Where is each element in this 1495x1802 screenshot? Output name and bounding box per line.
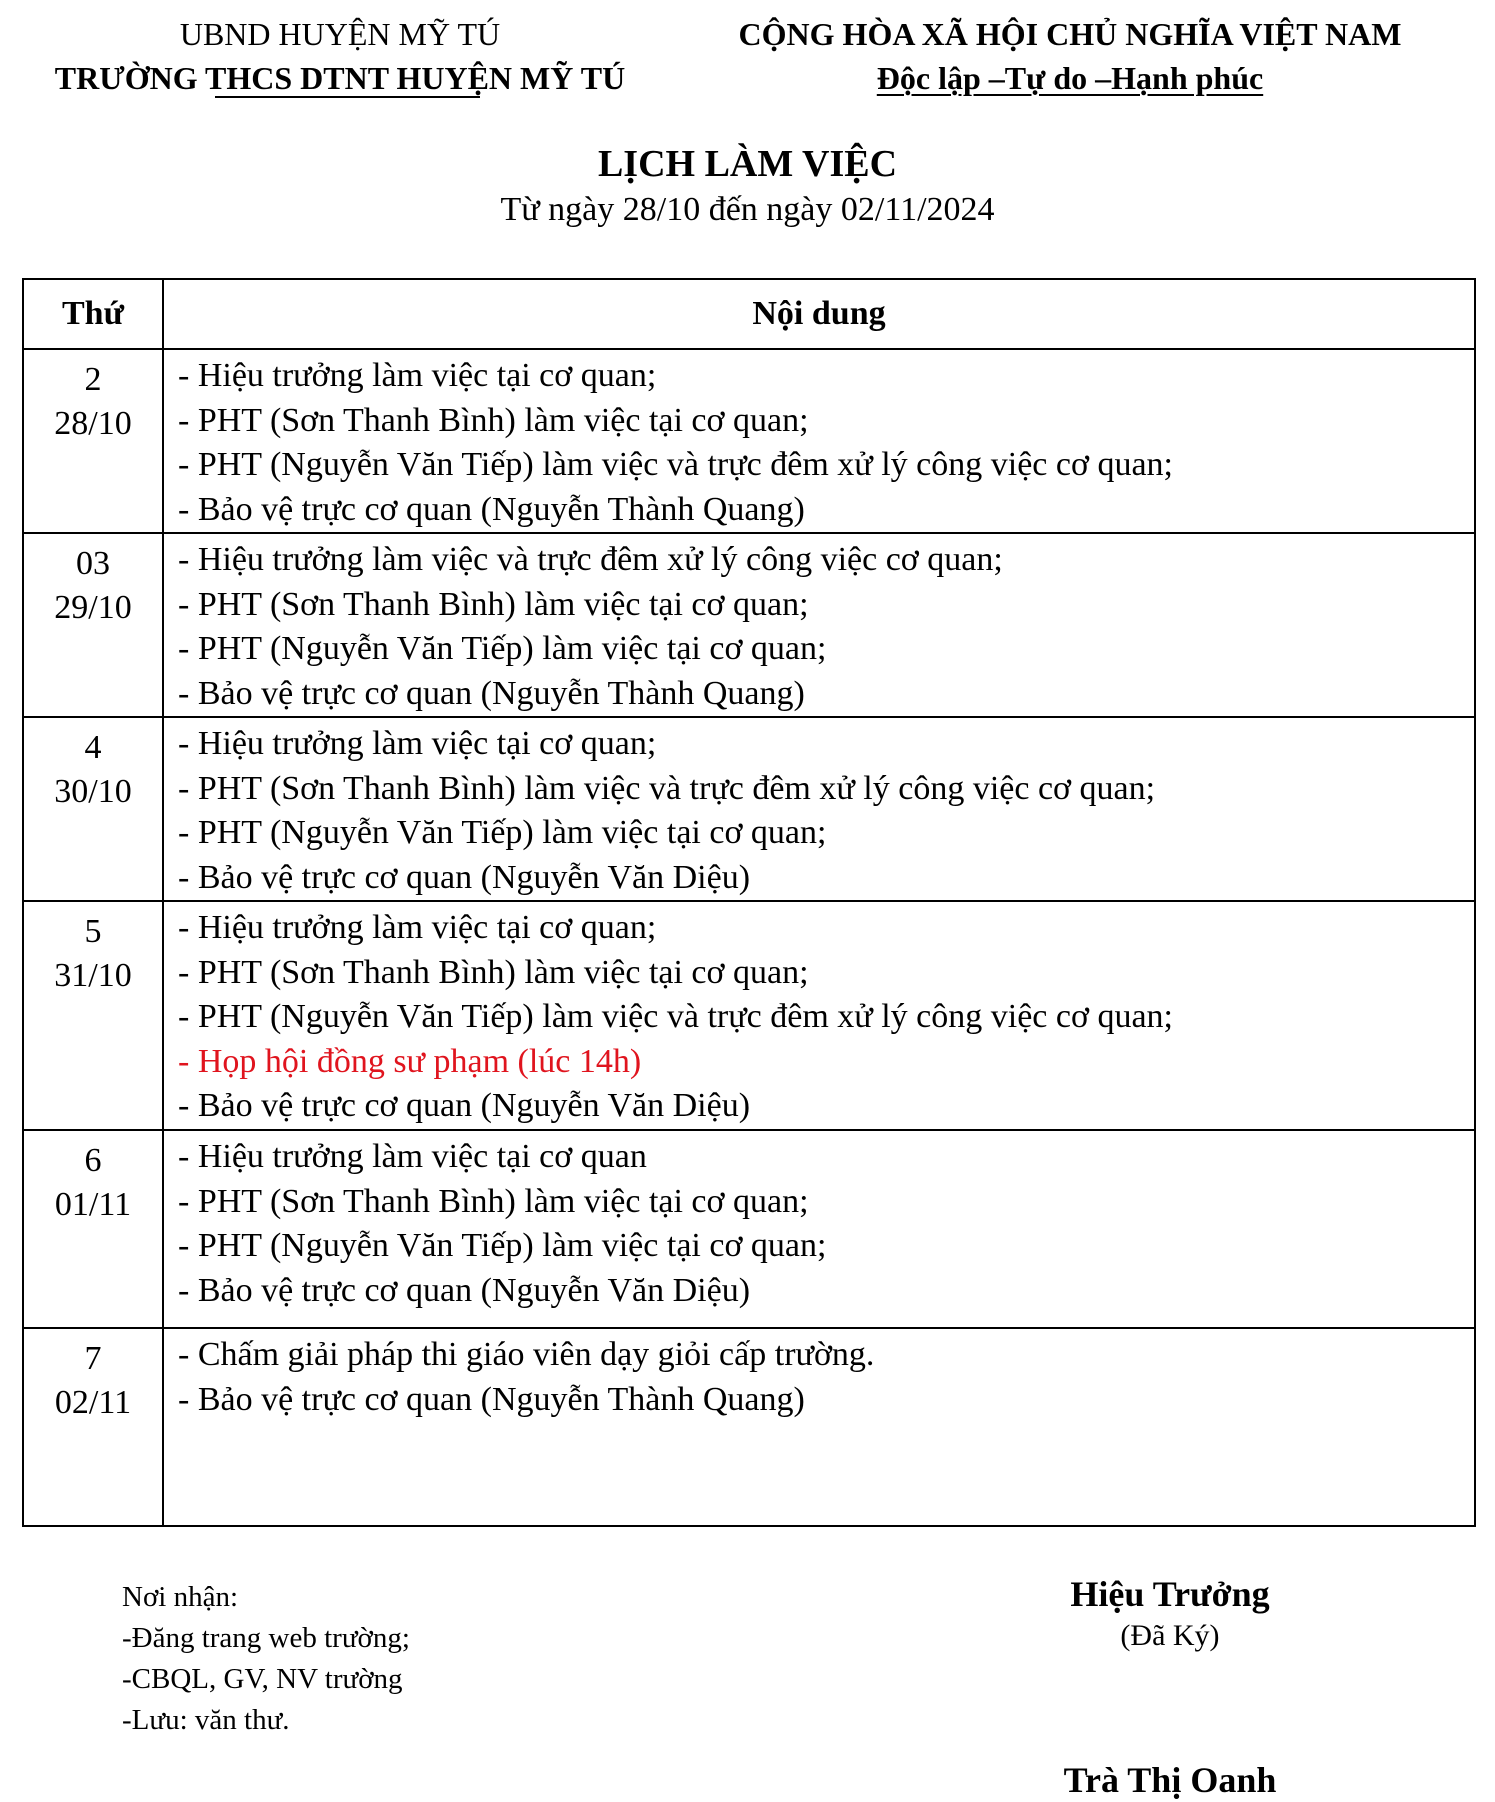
schedule-item: - PHT (Sơn Thanh Bình) làm việc tại cơ quan; bbox=[178, 1182, 809, 1220]
day-cell bbox=[23, 1328, 163, 1526]
schedule-item: - PHT (Sơn Thanh Bình) làm việc và trực đêm xử lý công việc cơ quan; bbox=[178, 769, 1156, 807]
day-cell bbox=[23, 349, 163, 533]
day-number: 5 bbox=[84, 913, 102, 950]
schedule-item: - PHT (Sơn Thanh Bình) làm việc tại cơ quan; bbox=[178, 585, 809, 623]
recipient-item: -CBQL, GV, NV trường bbox=[122, 1663, 403, 1695]
content-cell bbox=[163, 901, 1475, 1130]
schedule-item: - Hiệu trưởng làm việc và trực đêm xử lý công việc cơ quan; bbox=[178, 541, 1003, 578]
recipient-item: -Đăng trang web trường; bbox=[122, 1622, 410, 1654]
table-row bbox=[23, 1328, 1475, 1526]
document-subtitle: Từ ngày 28/10 đến ngày 02/11/2024 bbox=[500, 191, 995, 228]
table-row bbox=[23, 349, 1475, 533]
content-cell bbox=[163, 349, 1475, 533]
schedule-item: - Hiệu trưởng làm việc tại cơ quan; bbox=[178, 725, 657, 762]
schedule-item: - Bảo vệ trực cơ quan (Nguyễn Thành Quang) bbox=[178, 1380, 805, 1418]
title-block bbox=[0, 140, 1495, 232]
recipient-item: -Lưu: văn thư. bbox=[122, 1704, 290, 1736]
national-title: CỘNG HÒA XÃ HỘI CHỦ NGHĨA VIỆT NAM bbox=[738, 16, 1402, 52]
day-number: 4 bbox=[84, 729, 102, 766]
schedule-item: - PHT (Sơn Thanh Bình) làm việc tại cơ quan; bbox=[178, 953, 809, 991]
schedule-item: - PHT (Nguyễn Văn Tiếp) làm việc và trực đêm xử lý công việc cơ quan; bbox=[178, 998, 1173, 1035]
schedule-table bbox=[22, 278, 1476, 1527]
day-date: 28/10 bbox=[54, 405, 132, 442]
header-day: Thứ bbox=[23, 279, 163, 349]
day-number: 6 bbox=[84, 1142, 102, 1179]
day-date: 29/10 bbox=[54, 589, 132, 626]
signed-note: (Đã Ký) bbox=[1120, 1619, 1220, 1652]
day-number: 2 bbox=[84, 361, 102, 398]
table-row bbox=[23, 533, 1475, 717]
schedule-item: - Bảo vệ trực cơ quan (Nguyễn Văn Diệu) bbox=[178, 858, 751, 896]
recipients-block bbox=[122, 1577, 410, 1741]
day-cell bbox=[23, 901, 163, 1130]
schedule-item: - Hiệu trưởng làm việc tại cơ quan; bbox=[178, 909, 657, 946]
content-cell bbox=[163, 533, 1475, 717]
schedule-item: - Hiệu trưởng làm việc tại cơ quan; bbox=[178, 357, 657, 394]
table-row bbox=[23, 1130, 1475, 1328]
signer-title: Hiệu Trưởng bbox=[1070, 1574, 1270, 1614]
day-date: 31/10 bbox=[54, 957, 132, 994]
schedule-item: - Bảo vệ trực cơ quan (Nguyễn Thành Quang) bbox=[178, 490, 805, 528]
schedule-item: - Bảo vệ trực cơ quan (Nguyễn Thành Quang) bbox=[178, 674, 805, 712]
header-right bbox=[690, 12, 1450, 100]
day-cell bbox=[23, 533, 163, 717]
content-cell bbox=[163, 1328, 1475, 1526]
day-date: 01/11 bbox=[54, 1186, 132, 1223]
table-row bbox=[23, 717, 1475, 901]
national-motto: Độc lập –Tự do –Hạnh phúc bbox=[876, 60, 1264, 96]
recipients-label: Nơi nhận: bbox=[122, 1581, 239, 1613]
header-left bbox=[30, 12, 650, 100]
schedule-item: - PHT (Nguyễn Văn Tiếp) làm việc tại cơ quan; bbox=[178, 814, 827, 851]
content-cell bbox=[163, 1130, 1475, 1328]
school-name: TRƯỜNG THCS DTNT HUYỆN MỸ TÚ bbox=[54, 60, 626, 96]
signature-block bbox=[1000, 1572, 1340, 1802]
schedule-item: - Bảo vệ trực cơ quan (Nguyễn Văn Diệu) bbox=[178, 1087, 751, 1124]
document-title: LỊCH LÀM VIỆC bbox=[597, 143, 898, 185]
table-header-row bbox=[23, 279, 1475, 349]
day-cell bbox=[23, 1130, 163, 1328]
highlighted-schedule-item: - Họp hội đồng sư phạm (lúc 14h) bbox=[178, 1042, 642, 1080]
day-date: 30/10 bbox=[54, 773, 132, 810]
schedule-item: - PHT (Nguyễn Văn Tiếp) làm việc và trực đêm xử lý công việc cơ quan; bbox=[178, 446, 1173, 483]
schedule-item: - PHT (Sơn Thanh Bình) làm việc tại cơ quan; bbox=[178, 401, 809, 439]
content-cell bbox=[163, 717, 1475, 901]
schedule-item: - Bảo vệ trực cơ quan (Nguyễn Văn Diệu) bbox=[178, 1271, 751, 1309]
signer-name: Trà Thị Oanh bbox=[1063, 1760, 1277, 1800]
district-name: UBND HUYỆN MỸ TÚ bbox=[179, 16, 501, 52]
day-number: 7 bbox=[84, 1340, 102, 1377]
schedule-item: - PHT (Nguyễn Văn Tiếp) làm việc tại cơ quan; bbox=[178, 1227, 827, 1264]
schedule-item: - Chấm giải pháp thi giáo viên dạy giỏi cấp trường. bbox=[178, 1336, 875, 1373]
schedule-item: - Hiệu trưởng làm việc tại cơ quan bbox=[178, 1138, 647, 1175]
day-number: 03 bbox=[76, 545, 110, 582]
day-date: 02/11 bbox=[54, 1384, 132, 1421]
schedule-item: - PHT (Nguyễn Văn Tiếp) làm việc tại cơ quan; bbox=[178, 630, 827, 667]
table-row bbox=[23, 901, 1475, 1130]
day-cell bbox=[23, 717, 163, 901]
header-content: Nội dung bbox=[163, 279, 1475, 349]
